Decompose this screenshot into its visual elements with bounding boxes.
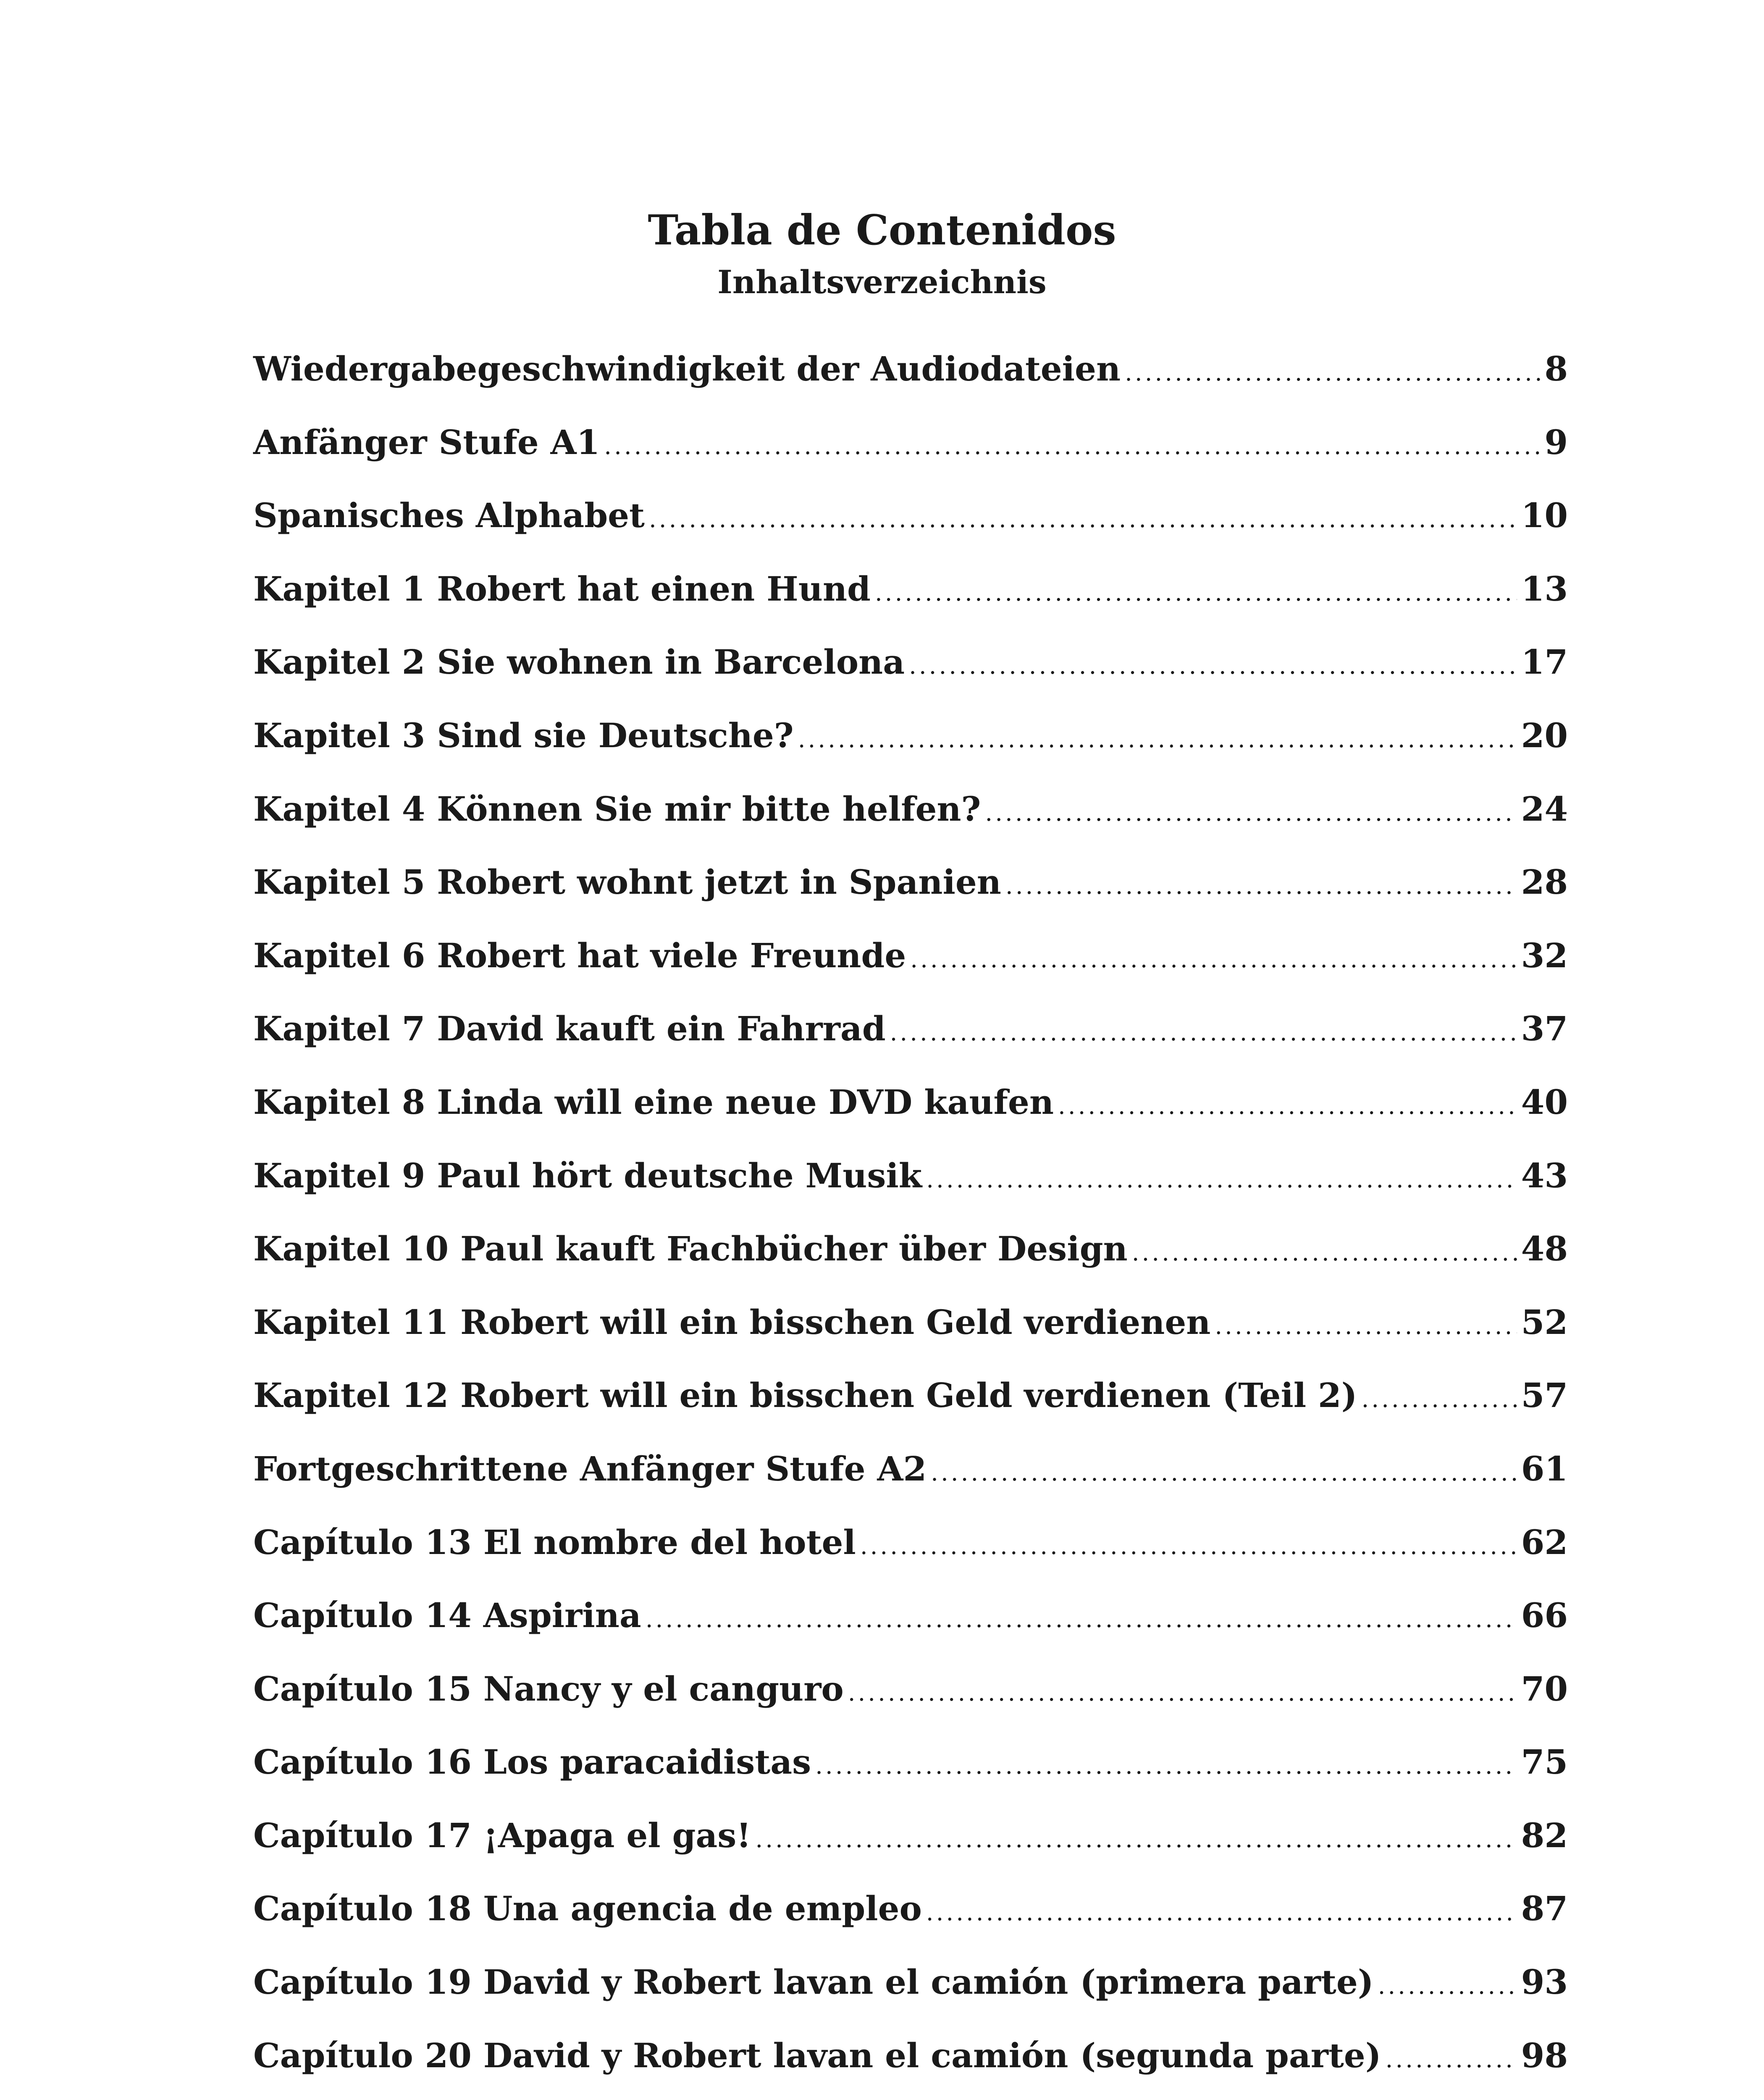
toc-entry-label: Kapitel 10 Paul kauft Fachbücher über Design	[253, 1229, 1128, 1269]
toc-dot-leader	[815, 1752, 1517, 1780]
toc-entry	[253, 715, 1568, 789]
toc-entry-label: Kapitel 2 Sie wohnen in Barcelona	[253, 642, 905, 682]
toc-entry-label: Spanisches Alphabet	[253, 496, 645, 536]
toc-entry-label: Wiedergabegeschwindigkeit der Audiodateien	[253, 349, 1121, 388]
toc-entry-page: 32	[1521, 935, 1568, 975]
toc-entry	[253, 862, 1568, 935]
toc-entry-label: Fortgeschrittene Anfänger Stufe A2	[253, 1449, 927, 1488]
toc-entry	[253, 1375, 1568, 1449]
toc-dot-leader	[798, 725, 1517, 753]
toc-entry-label: Kapitel 1 Robert hat einen Hund	[253, 569, 871, 609]
toc-entry-page: 70	[1521, 1669, 1568, 1709]
toc-entry	[253, 1082, 1568, 1155]
toc-entry	[253, 1962, 1568, 2035]
toc-dot-leader	[646, 1605, 1517, 1633]
toc-entry	[253, 935, 1568, 1009]
toc-dot-leader	[1005, 872, 1517, 900]
toc-entry	[253, 349, 1568, 422]
toc-entry	[253, 495, 1568, 569]
toc-entry-label: Capítulo 17 ¡Apaga el gas!	[253, 1815, 751, 1855]
toc-entry-page: 28	[1521, 862, 1568, 902]
toc-entry-page: 52	[1521, 1302, 1568, 1342]
toc-entry-page: 37	[1521, 1009, 1568, 1049]
toc-entry-page: 13	[1521, 569, 1568, 609]
toc-entry-label: Kapitel 4 Können Sie mir bitte helfen?	[253, 789, 981, 829]
toc-dot-leader	[860, 1532, 1517, 1560]
toc-dot-leader	[926, 1166, 1517, 1194]
toc-dot-leader	[1132, 1239, 1517, 1267]
toc-dot-leader	[1215, 1312, 1517, 1340]
toc-entry-page: 61	[1521, 1449, 1568, 1488]
toc-entry-page: 57	[1521, 1376, 1568, 1415]
toc-entry-page: 8	[1544, 349, 1568, 388]
toc-dot-leader	[1378, 1972, 1517, 2000]
toc-dot-leader	[604, 432, 1540, 460]
toc-entry-page: 87	[1521, 1889, 1568, 1929]
toc-entry-label: Kapitel 5 Robert wohnt jetzt in Spanien	[253, 862, 1001, 902]
toc-dot-leader	[1386, 2045, 1517, 2074]
toc-dot-leader	[890, 1018, 1517, 1047]
toc-entry-page: 82	[1521, 1815, 1568, 1855]
toc-dot-leader	[1361, 1385, 1517, 1413]
toc-entry	[253, 1449, 1568, 1522]
toc-entry-page: 24	[1521, 789, 1568, 829]
toc-entry-label: Capítulo 19 David y Robert lavan el camión (primera parte)	[253, 1962, 1374, 2002]
toc-entry	[253, 422, 1568, 496]
toc-dot-leader	[1125, 359, 1540, 387]
toc-entry-page: 48	[1521, 1229, 1568, 1269]
toc-entry	[253, 569, 1568, 642]
toc-dot-leader	[1058, 1092, 1517, 1120]
toc-entry	[253, 1595, 1568, 1669]
toc-entry	[253, 1815, 1568, 1889]
toc-entry	[253, 1008, 1568, 1082]
toc-entry	[253, 1742, 1568, 1815]
toc-entry	[253, 1669, 1568, 1742]
toc-entry-page: 10	[1521, 496, 1568, 536]
toc-dot-leader	[755, 1825, 1517, 1853]
toc-dot-leader	[649, 505, 1517, 533]
toc-entry-page: 66	[1521, 1596, 1568, 1635]
toc-dot-leader	[875, 579, 1517, 607]
toc-entry-label: Capítulo 15 Nancy y el canguro	[253, 1669, 844, 1709]
toc-dot-leader	[985, 799, 1517, 827]
toc-entry	[253, 789, 1568, 862]
toc-entry	[253, 1228, 1568, 1302]
toc-entry-page: 62	[1521, 1522, 1568, 1562]
toc-dot-leader	[909, 652, 1517, 680]
toc-entry-page: 98	[1521, 2035, 1568, 2075]
table-of-contents	[253, 349, 1568, 2100]
toc-entry-label: Anfänger Stufe A1	[253, 422, 600, 462]
toc-entry-page: 75	[1521, 1742, 1568, 1782]
toc-entry-label: Kapitel 3 Sind sie Deutsche?	[253, 715, 794, 755]
page-subtitle: Inhaltsverzeichnis	[717, 263, 1047, 301]
toc-entry-label: Kapitel 12 Robert will ein bisschen Geld verdienen (Teil 2)	[253, 1376, 1357, 1415]
toc-entry-label: Kapitel 7 David kauft ein Fahrrad	[253, 1009, 886, 1049]
toc-dot-leader	[910, 945, 1517, 974]
toc-entry	[253, 1522, 1568, 1596]
toc-entry-page: 17	[1521, 642, 1568, 682]
toc-entry	[253, 2035, 1568, 2100]
toc-entry-label: Capítulo 13 El nombre del hotel	[253, 1522, 856, 1562]
toc-entry-label: Kapitel 8 Linda will eine neue DVD kaufen	[253, 1082, 1054, 1122]
toc-entry-page: 40	[1521, 1082, 1568, 1122]
toc-entry	[253, 642, 1568, 715]
toc-dot-leader	[931, 1459, 1517, 1487]
toc-entry	[253, 1302, 1568, 1376]
toc-entry-label: Kapitel 6 Robert hat viele Freunde	[253, 935, 906, 975]
toc-entry-page: 20	[1521, 715, 1568, 755]
toc-entry-label: Capítulo 16 Los paracaidistas	[253, 1742, 811, 1782]
toc-entry-label: Capítulo 18 Una agencia de empleo	[253, 1889, 922, 1929]
toc-entry-label: Kapitel 9 Paul hört deutsche Musik	[253, 1155, 922, 1195]
toc-dot-leader	[926, 1898, 1517, 1927]
toc-entry	[253, 1155, 1568, 1229]
toc-entry-label: Capítulo 14 Aspirina	[253, 1596, 641, 1635]
toc-entry-page: 43	[1521, 1155, 1568, 1195]
toc-entry	[253, 1888, 1568, 1962]
toc-entry-label: Capítulo 20 David y Robert lavan el camión (segunda parte)	[253, 2035, 1381, 2075]
toc-dot-leader	[848, 1679, 1517, 1707]
page-title: Tabla de Contenidos	[648, 206, 1116, 255]
toc-entry-page: 93	[1521, 1962, 1568, 2002]
toc-entry-label: Kapitel 11 Robert will ein bisschen Geld verdienen	[253, 1302, 1211, 1342]
toc-entry-page: 9	[1544, 422, 1568, 462]
